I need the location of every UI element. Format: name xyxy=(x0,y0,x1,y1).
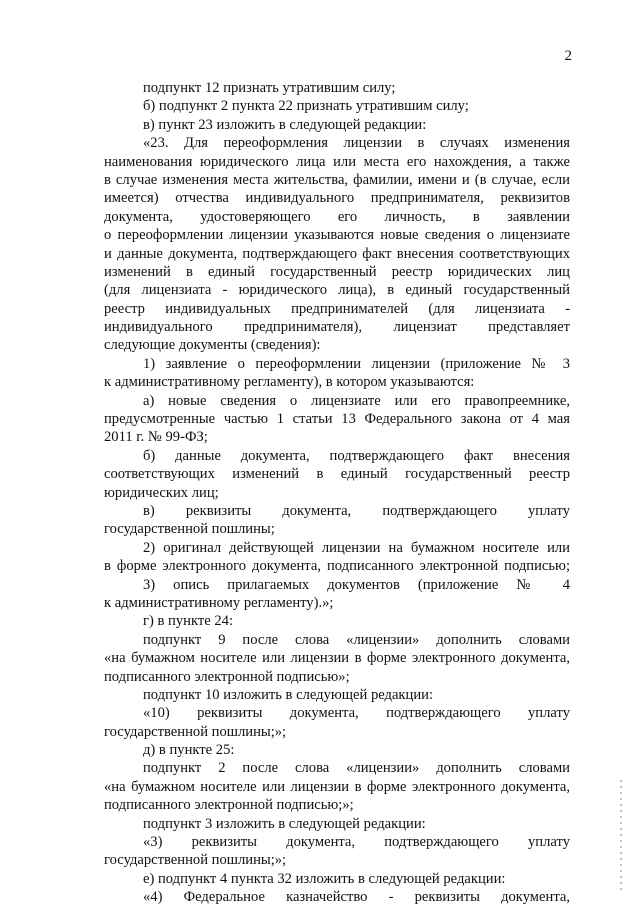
text-line: имеется) отчества индивидуального предпринимателя, реквизитов xyxy=(104,190,570,207)
text-line: в) реквизиты документа, подтверждающего уплату xyxy=(143,502,570,519)
text-line: подпункт 3 изложить в следующей редакции: xyxy=(143,815,426,832)
document-body xyxy=(104,79,570,907)
text-line: соответствующих изменений в единый государственный реестр xyxy=(104,466,570,483)
text-line: г) в пункте 24: xyxy=(143,613,233,630)
text-line: в случае изменения места жительства, фамилии, имени и (в случае, если xyxy=(104,171,570,188)
text-line: «на бумажном носителе или лицензии в форме электронного документа, xyxy=(104,650,570,667)
text-line: подпункт 12 признать утратившим силу; xyxy=(143,80,396,96)
text-line: о переоформлении лицензии указываются новые сведения о лицензиате xyxy=(104,227,570,244)
text-line: 1) заявление о переоформлении лицензии (приложение № 3 xyxy=(143,355,570,372)
text-line: «10) реквизиты документа, подтверждающего уплату xyxy=(143,705,570,722)
text-line: подпункт 10 изложить в следующей редакции: xyxy=(143,686,434,703)
text-line: документа, удостоверяющего его личность, в заявлении xyxy=(104,208,570,225)
text-line: подписанного электронной подписью»; xyxy=(104,668,350,685)
text-line: к административному регламенту).»; xyxy=(104,594,334,611)
text-line: в форме электронного документа, подписанного электронной подписью; xyxy=(104,558,570,575)
text-line: «на бумажном носителе или лицензии в форме электронного документа, xyxy=(104,778,570,795)
text-line: в) пункт 23 изложить в следующей редакции: xyxy=(143,116,427,133)
text-line: наименования юридического лица или места его нахождения, а также xyxy=(104,153,570,170)
text-line: «4) Федеральное казначейство - реквизиты документа, xyxy=(143,889,570,906)
text-line: д) в пункте 25: xyxy=(143,742,235,759)
text-line: подпункт 2 после слова «лицензии» дополнить словами xyxy=(143,760,570,777)
text-line: к административному регламенту), в котором указываются: xyxy=(104,374,475,391)
text-line: «3) реквизиты документа, подтверждающего уплату xyxy=(143,834,570,851)
text-line: 2) оригинал действующей лицензии на бумажном носителе или xyxy=(143,539,570,556)
text-line: 3) опись прилагаемых документов (приложение № 4 xyxy=(143,576,570,593)
text-line: б) данные документа, подтверждающего факт внесения xyxy=(143,447,570,464)
text-line: реестр индивидуальных предпринимателей (для лицензиата - xyxy=(104,300,570,317)
text-line: 2011 г. № 99-ФЗ; xyxy=(104,429,208,446)
text-line: следующие документы (сведения): xyxy=(104,337,321,354)
text-line: и данные документа, подтверждающего факт внесения соответствующих xyxy=(104,245,570,262)
page-number: 2 xyxy=(564,48,572,64)
text-line: е) подпункт 4 пункта 32 изложить в следующей редакции: xyxy=(143,870,506,887)
text-line: индивидуального предпринимателя), лицензиат представляет xyxy=(104,319,570,336)
text-line: (для лицензиата - юридического лица), в единый государственный xyxy=(104,282,570,299)
text-line: изменений в единый государственный реестр юридических лиц xyxy=(104,263,570,280)
text-line: государственной пошлины;»; xyxy=(104,852,287,869)
text-line: а) новые сведения о лицензиате или его правопреемнике, xyxy=(143,392,570,409)
text-line: б) подпункт 2 пункта 22 признать утратившим силу; xyxy=(143,98,469,115)
text-line: «23. Для переоформления лицензии в случаях изменения xyxy=(143,135,570,152)
text-line: государственной пошлины; xyxy=(104,521,275,538)
text-line: подписанного электронной подписью;»; xyxy=(104,797,354,814)
text-line: государственной пошлины;»; xyxy=(104,723,287,740)
text-line: юридических лиц; xyxy=(104,484,219,501)
text-line: предусмотренные частью 1 статьи 13 Федерального закона от 4 мая xyxy=(104,411,570,428)
margin-scan-mark xyxy=(620,780,622,890)
text-line: подпункт 9 после слова «лицензии» дополнить словами xyxy=(143,631,570,648)
